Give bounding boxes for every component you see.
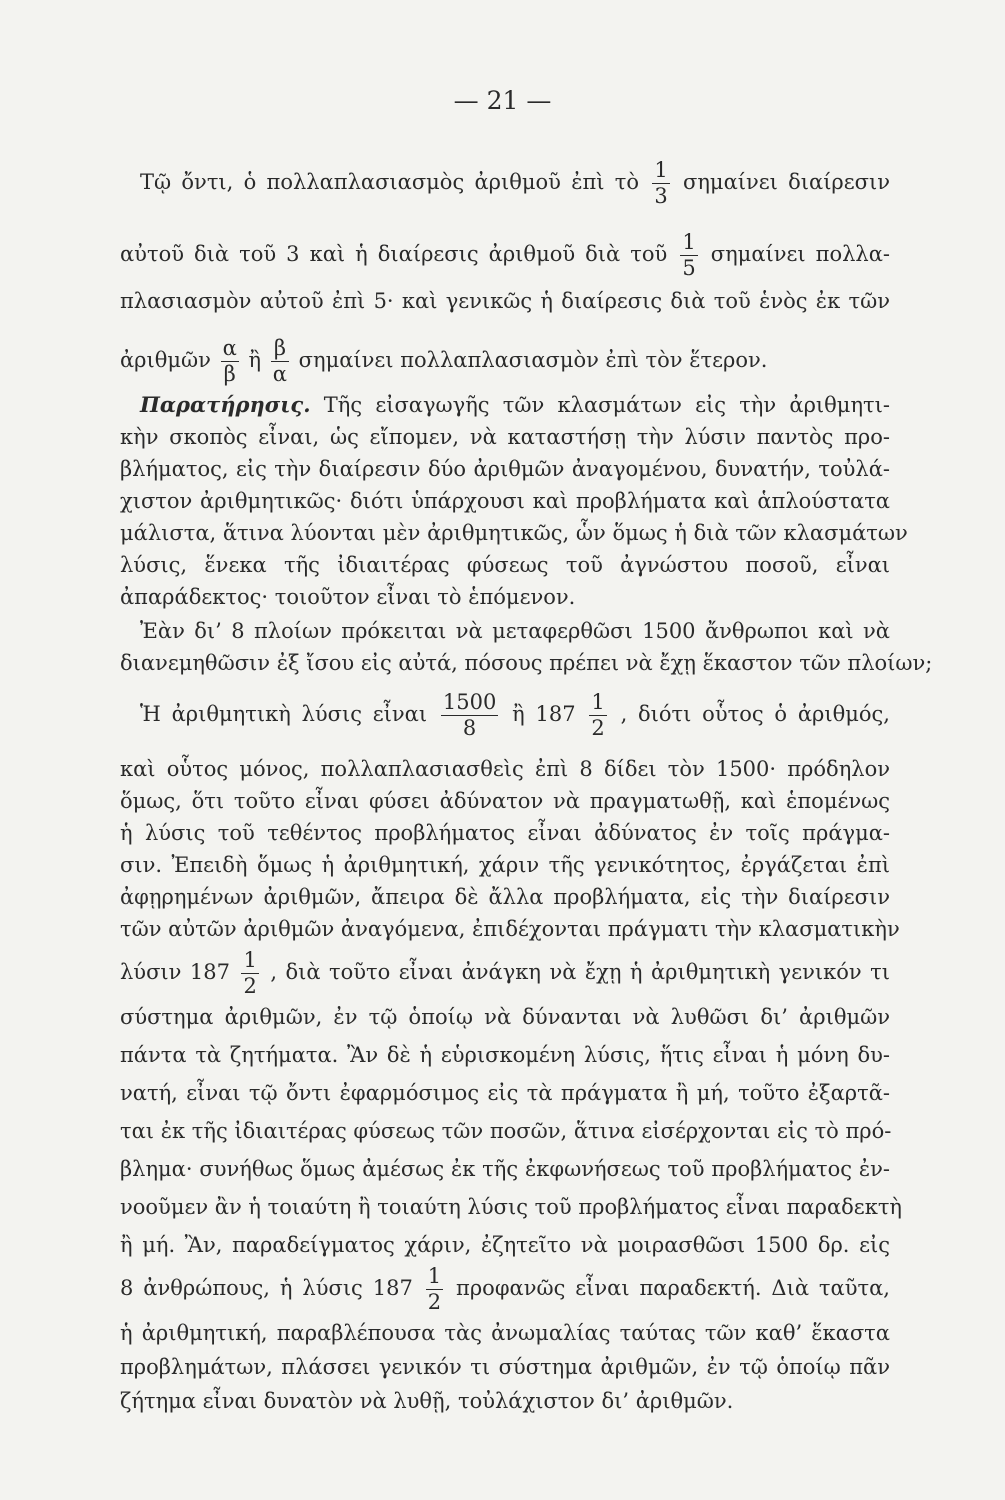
fraction-numerator: 1 bbox=[682, 230, 696, 254]
fraction bbox=[221, 338, 239, 385]
text-line: διανεμηθῶσιν ἐξ ἴσου εἰς αὐτά, πόσους πρέπει νὰ ἔχῃ ἕκαστον τῶν πλοίων; bbox=[120, 651, 933, 675]
text-line: πλασιασμὸν αὐτοῦ ἐπὶ 5· καὶ γενικῶς ἡ διαίρεσις διὰ τοῦ ἑνὸς ἐκ τῶν bbox=[120, 289, 890, 313]
text-line: λύσις, ἕνεκα τῆς ἰδιαιτέρας φύσεως τοῦ ἀγνώστου ποσοῦ, εἶναι bbox=[120, 553, 890, 577]
remark-title: Παρατήρησις. bbox=[140, 392, 311, 417]
fraction-denominator: α bbox=[272, 362, 287, 386]
text-line bbox=[120, 390, 890, 420]
text-line: ται ἐκ τῆς ἰδιαιτέρας φύσεως τῶν ποσῶν, ἅτινα εἰσέρχονται εἰς τὸ πρό- bbox=[120, 1119, 892, 1143]
fraction bbox=[441, 692, 498, 739]
text-segment: ἢ bbox=[248, 348, 262, 372]
text-segment: Ἡ ἀριθμητικὴ λύσις εἶναι bbox=[140, 702, 428, 726]
text-line bbox=[120, 160, 890, 207]
fraction-denominator: 2 bbox=[427, 1290, 442, 1314]
fraction-denominator: 3 bbox=[654, 184, 668, 208]
text-line: ἀφῃρημένων ἀριθμῶν, ἄπειρα δὲ ἄλλα προβλήματα, εἰς τὴν διαίρεσιν bbox=[120, 885, 890, 909]
fraction-numerator: α bbox=[222, 336, 237, 360]
text-line: καὶ οὗτος μόνος, πολλαπλασιασθεὶς ἐπὶ 8 δίδει τὸν 1500· πρόδηλον bbox=[120, 757, 890, 781]
text-line: μάλιστα, ἅτινα λύονται μὲν ἀριθμητικῶς, ὧν ὅμως ἡ διὰ τῶν κλασμάτων bbox=[120, 521, 908, 545]
text-segment: σημαίνει πολλα- bbox=[710, 242, 891, 266]
fraction-numerator: β bbox=[271, 338, 289, 362]
text-line: κὴν σκοπὸς εἶναι, ὡς εἴπομεν, νὰ καταστήσῃ τὴν λύσιν παντὸς προ- bbox=[120, 425, 890, 449]
text-line: ἢ μή. Ἂν, παραδείγματος χάριν, ἐζητεῖτο νὰ μοιρασθῶσι 1500 δρ. εἰς bbox=[120, 1233, 890, 1257]
text-segment: Τῷ ὄντι, ὁ πολλαπλασιασμὸς ἀριθμοῦ ἐπὶ τὸ bbox=[140, 170, 640, 194]
fraction-numerator: 1 bbox=[591, 690, 605, 714]
fraction bbox=[680, 232, 697, 279]
text-segment: σημαίνει διαίρεσιν bbox=[683, 170, 890, 194]
fraction bbox=[652, 160, 669, 207]
text-segment: , διὰ τοῦτο εἶναι ἀνάγκη νὰ ἔχῃ ἡ ἀριθμητικὴ γενικόν τι bbox=[270, 960, 890, 984]
text-segment: σημαίνει πολλαπλασιασμὸν ἐπὶ τὸν ἕτερον. bbox=[298, 348, 768, 372]
text-line: προβλημάτων, πλάσσει γενικόν τι σύστημα ἀριθμῶν, ἐν τῷ ὁποίῳ πᾶν bbox=[120, 1355, 890, 1379]
fraction bbox=[241, 950, 258, 997]
text-segment: , διότι οὗτος ὁ ἀριθμός, bbox=[620, 702, 890, 726]
fraction-denominator: β bbox=[223, 362, 236, 386]
fraction bbox=[271, 338, 289, 385]
text-segment: ἀριθμῶν bbox=[120, 348, 211, 372]
fraction-numerator: 1500 bbox=[442, 690, 497, 714]
text-line bbox=[120, 1266, 890, 1313]
fraction-numerator: 1 bbox=[654, 158, 668, 182]
text-segment: ἢ 187 bbox=[512, 702, 576, 726]
text-line: ζήτημα εἶναι δυνατὸν νὰ λυθῇ, τοὐλάχιστον δι’ ἀριθμῶν. bbox=[120, 1389, 734, 1413]
fraction-numerator: 1 bbox=[427, 1264, 442, 1288]
fraction-denominator: 5 bbox=[682, 256, 696, 280]
text-line: ἡ λύσις τοῦ τεθέντος προβλήματος εἶναι ἀδύνατος ἐν τοῖς πράγμα- bbox=[120, 821, 890, 845]
text-line: νατή, εἶναι τῷ ὄντι ἐφαρμόσιμος εἰς τὰ πράγματα ἢ μή, τοῦτο ἐξαρτᾶ- bbox=[120, 1081, 890, 1105]
text-line bbox=[120, 232, 890, 279]
text-line: ἡ ἀριθμητική, παραβλέπουσα τὰς ἀνωμαλίας ταύτας τῶν καθ’ ἕκαστα bbox=[120, 1321, 890, 1345]
text-line bbox=[120, 616, 890, 646]
fraction bbox=[426, 1266, 443, 1313]
text-line: χιστον ἀριθμητικῶς· διότι ὑπάρχουσι καὶ προβλήματα καὶ ἁπλούστατα bbox=[120, 489, 890, 513]
text-line: τῶν αὐτῶν ἀριθμῶν ἀναγόμενα, ἐπιδέχονται πράγματι τὴν κλασματικὴν bbox=[120, 917, 900, 941]
text-segment: 8 ἀνθρώπους, ἡ λύσις 187 bbox=[120, 1276, 413, 1300]
fraction-denominator: 2 bbox=[243, 974, 257, 998]
text-line bbox=[120, 338, 890, 385]
text-line: νοοῦμεν ἂν ἡ τοιαύτη ἢ τοιαύτη λύσις τοῦ προβλήματος εἶναι παραδεκτὴ bbox=[120, 1195, 903, 1219]
text-segment: Τῆς εἰσαγωγῆς τῶν κλασμάτων εἰς τὴν ἀριθμητι- bbox=[323, 393, 890, 417]
text-line: σύστημα ἀριθμῶν, ἐν τῷ ὁποίῳ νὰ δύνανται νὰ λυθῶσι δι’ ἀριθμῶν bbox=[120, 1005, 890, 1029]
text-segment: λύσιν 187 bbox=[120, 960, 230, 984]
text-segment: Ἐὰν δι’ 8 πλοίων πρόκειται νὰ μεταφερθῶσι 1500 ἄνθρωποι καὶ νὰ bbox=[140, 619, 890, 643]
fraction-numerator: 1 bbox=[243, 948, 257, 972]
text-segment: προφανῶς εἶναι παραδεκτή. Διὰ ταῦτα, bbox=[456, 1276, 890, 1300]
text-line bbox=[120, 692, 890, 739]
text-line: πάντα τὰ ζητήματα. Ἂν δὲ ἡ εὑρισκομένη λύσις, ἥτις εἶναι ἡ μόνη δυ- bbox=[120, 1043, 890, 1067]
fraction-denominator: 2 bbox=[591, 716, 605, 740]
fraction-denominator: 8 bbox=[462, 716, 477, 740]
fraction bbox=[589, 692, 606, 739]
text-line bbox=[120, 950, 890, 997]
text-line: βλημα· συνήθως ὅμως ἀμέσως ἐκ τῆς ἐκφωνήσεως τοῦ προβλήματος ἐν- bbox=[120, 1157, 890, 1181]
text-segment: αὐτοῦ διὰ τοῦ 3 καὶ ἡ διαίρεσις ἀριθμοῦ διὰ τοῦ bbox=[120, 242, 668, 266]
text-line: ὅμως, ὅτι τοῦτο εἶναι φύσει ἀδύνατον νὰ πραγματωθῇ, καὶ ἑπομένως bbox=[120, 789, 890, 813]
text-line: βλήματος, εἰς τὴν διαίρεσιν δύο ἀριθμῶν ἀναγομένου, δυνατήν, τοὐλά- bbox=[120, 457, 890, 481]
text-line: ἀπαράδεκτος· τοιοῦτον εἶναι τὸ ἑπόμενον. bbox=[120, 585, 576, 609]
text-line: σιν. Ἐπειδὴ ὅμως ἡ ἀριθμητική, χάριν τῆς γενικότητος, ἐργάζεται ἐπὶ bbox=[120, 853, 890, 877]
page-number: — 21 — bbox=[453, 86, 552, 115]
